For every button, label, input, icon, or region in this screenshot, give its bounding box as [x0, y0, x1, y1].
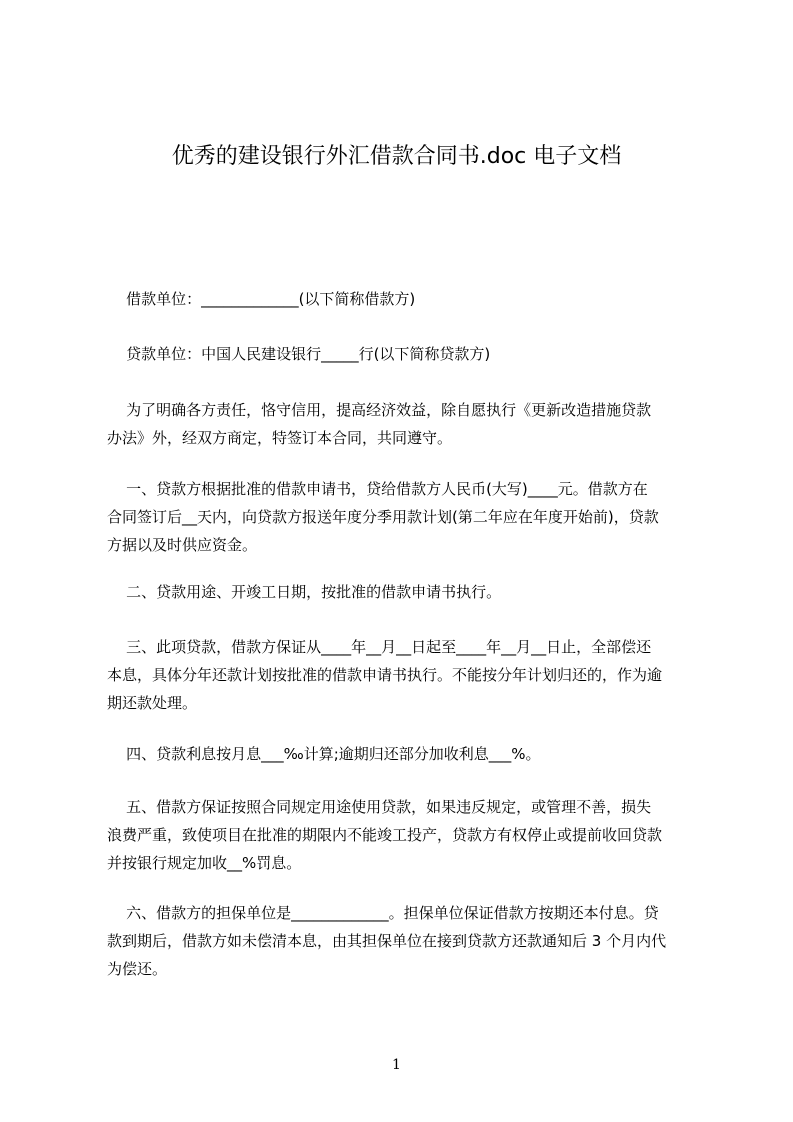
paragraph-line: 浪费严重，致使项目在批准的期限内不能竣工投产，贷款方有权停止或提前收回贷款 [107, 826, 663, 844]
paragraph-line: 本息，具体分年还款计划按批准的借款申请书执行。不能按分年计划归还的，作为逾 [107, 666, 663, 684]
paragraph-lender [107, 340, 707, 368]
paragraph-line: 合同签订后__天内，向贷款方报送年度分季用款计划(第二年应在年度开始前)，贷款 [107, 508, 659, 526]
paragraph-line: 为了明确各方责任，恪守信用，提高经济效益，除自愿执行《更新改造措施贷款 [107, 401, 652, 419]
paragraph-line: 办法》外，经双方商定，特签订本合同，共同遵守。 [107, 429, 453, 447]
paragraph-line: 三、此项贷款，借款方保证从____年__月__日起至____年__月__日止，全部偿还 [107, 638, 652, 656]
paragraph-borrower [107, 285, 707, 313]
paragraph-line: 二、贷款用途、开竣工日期，按批准的借款申请书执行。 [107, 583, 502, 601]
paragraph-line: 为偿还。 [107, 960, 168, 978]
paragraph-line: 一、贷款方根据批准的借款申请书，贷给借款方人民币(大写)____元。借款方在 [107, 480, 648, 498]
paragraph-clause-5 [107, 793, 707, 877]
document-title: 优秀的建设银行外汇借款合同书.doc 电子文档 [171, 144, 622, 169]
paragraph-line: 六、借款方的担保单位是_____________。担保单位保证借款方按期还本付息。贷 [107, 904, 659, 922]
paragraph-preamble [107, 396, 707, 452]
paragraph-line: 方据以及时供应资金。 [107, 536, 258, 554]
paragraph-line: 五、借款方保证按照合同规定用途使用贷款，如果违反规定，或管理不善，损失 [107, 798, 652, 816]
page-number: 1 [392, 1057, 401, 1073]
paragraph-line: 并按银行规定加收__%罚息。 [107, 854, 302, 872]
paragraph-clause-3 [107, 633, 707, 717]
paragraph-line: 贷款单位：中国人民建设银行_____行(以下简称贷款方) [107, 345, 491, 363]
paragraph-clause-4 [107, 740, 707, 768]
paragraph-clause-2 [107, 578, 707, 606]
paragraph-line: 期还款处理。 [107, 694, 198, 712]
paragraph-line: 款到期后，借款方如未偿清本息，由其担保单位在接到贷款方还款通知后 3 个月内代 [107, 932, 667, 950]
paragraph-clause-1 [107, 475, 707, 559]
paragraph-clause-6 [107, 899, 707, 983]
paragraph-line: 借款单位：_____________(以下简称借款方) [107, 290, 416, 308]
paragraph-line: 四、贷款利息按月息___‰计算;逾期归还部分加收利息___%。 [107, 745, 541, 763]
